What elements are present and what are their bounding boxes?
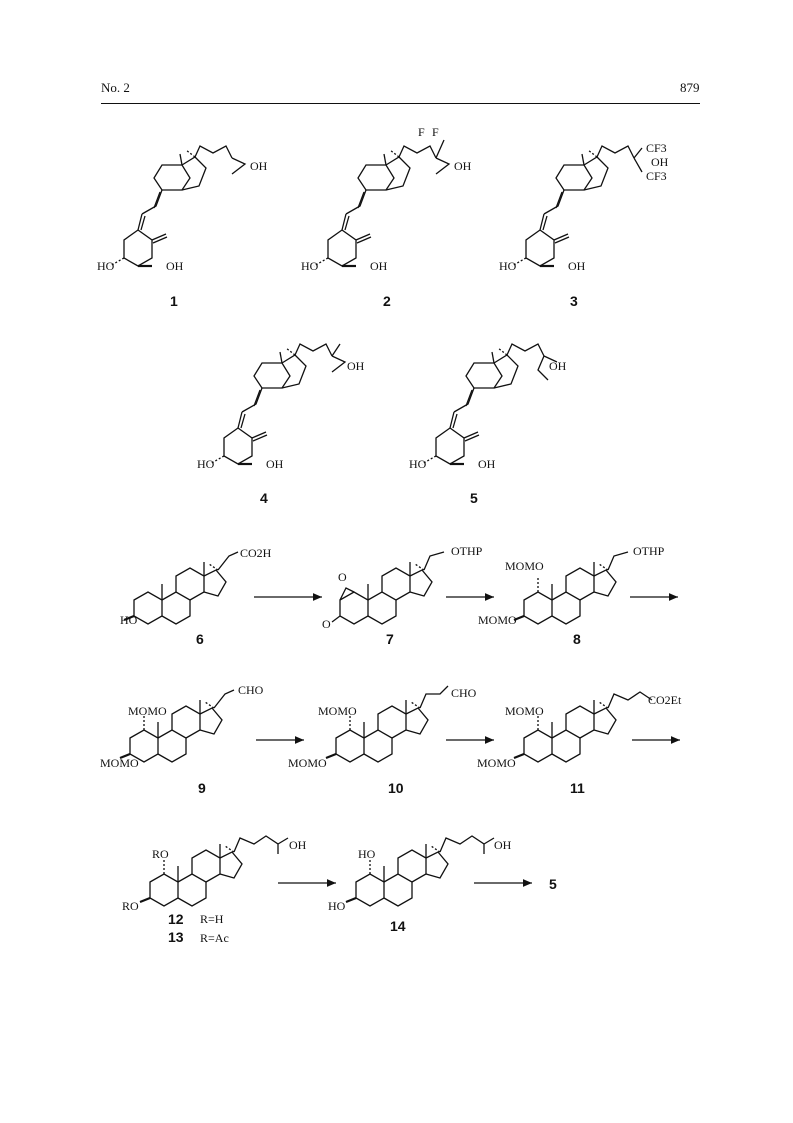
compound-11-label-momo-top: MOMO [505,704,544,718]
compound-5-label-oh2: OH [478,457,496,471]
compound-2-label-oh: OH [454,159,472,173]
compound-9-label-momo-bottom: MOMO [100,756,139,770]
compound-3-label-cf3b: CF3 [646,169,667,183]
page-number: 879 [680,80,700,95]
compound-10-label-cho: CHO [451,686,477,700]
compound-10-number: 10 [388,780,404,796]
compound-2-label-ho: HO [301,259,319,273]
compound-4-label-oh: OH [347,359,365,373]
compound-7-number: 7 [386,631,394,647]
compound-2-structure [314,140,449,266]
compound-4-label-ho: HO [197,457,215,471]
compound-6-structure [124,552,238,624]
compound-9-number: 9 [198,780,206,796]
compound-8-label-momo-top: MOMO [505,559,544,573]
compound-3-number: 3 [570,293,578,309]
compound-1-label-ho: HO [97,259,115,273]
compound-13-r-note: R=Ac [200,931,229,945]
compound-3-label-oh2: OH [568,259,586,273]
compound-12-label-ro-top: RO [152,847,169,861]
compound-3-label-cf3a: CF3 [646,141,667,155]
compound-5-structure [422,344,557,464]
compound-10-label-momo-bottom: MOMO [288,756,327,770]
compound-2-number: 2 [383,293,391,309]
compound-13-number: 13 [168,929,184,945]
compound-7-label-othp: OTHP [451,544,483,558]
compound-10-label-momo-top: MOMO [318,704,357,718]
compound-6-label-ho: HO [120,613,138,627]
compound-1-structure [110,146,245,266]
compound-14-number: 14 [390,918,406,934]
compound-8-label-momo-bottom: MOMO [478,613,517,627]
compound-12-label-ro-bottom: RO [122,899,139,913]
compound-1-number: 1 [170,293,178,309]
compound-1-label-oh: OH [250,159,268,173]
compound-9-label-momo-top: MOMO [128,704,167,718]
compound-14-label-ho-bottom: HO [328,899,346,913]
compound-12-number: 12 [168,911,184,927]
compound-4-number: 4 [260,490,268,506]
compound-8-label-othp: OTHP [633,544,665,558]
compound-6-number: 6 [196,631,204,647]
compound-7-label-epoxide-o: O [338,570,347,584]
compound-14-label-oh: OH [494,838,512,852]
compound-4-structure [210,344,345,464]
product-5-number: 5 [549,876,557,892]
compound-5-label-oh: OH [549,359,567,373]
compound-2-label-f1: F [418,125,425,139]
compound-11-number: 11 [570,780,585,796]
compound-6-label-co2h: CO2H [240,546,272,560]
compound-7-structure [332,552,444,624]
compound-2-label-f2: F [432,125,439,139]
compound-12-r-note: R=H [200,912,224,926]
compound-11-label-momo-bottom: MOMO [477,756,516,770]
compound-11-structure [514,692,652,762]
compound-9-structure [120,690,234,762]
compound-3-label-oh: OH [651,155,669,169]
compound-5-number: 5 [470,490,478,506]
compound-4-label-oh2: OH [266,457,284,471]
compound-11-label-co2et: CO2Et [648,693,682,707]
issue-number: No. 2 [101,80,130,95]
compound-5-label-ho: HO [409,457,427,471]
compound-3-structure [512,146,642,266]
compound-14-label-ho-top: HO [358,847,376,861]
compound-9-label-cho: CHO [238,683,264,697]
compound-2-label-oh2: OH [370,259,388,273]
compound-10-structure [326,686,448,762]
compound-1-label-oh2: OH [166,259,184,273]
compound-3-label-ho: HO [499,259,517,273]
compound-7-label-ketone-o: O [322,617,331,631]
compound-8-number: 8 [573,631,581,647]
compound-12-label-oh: OH [289,838,307,852]
